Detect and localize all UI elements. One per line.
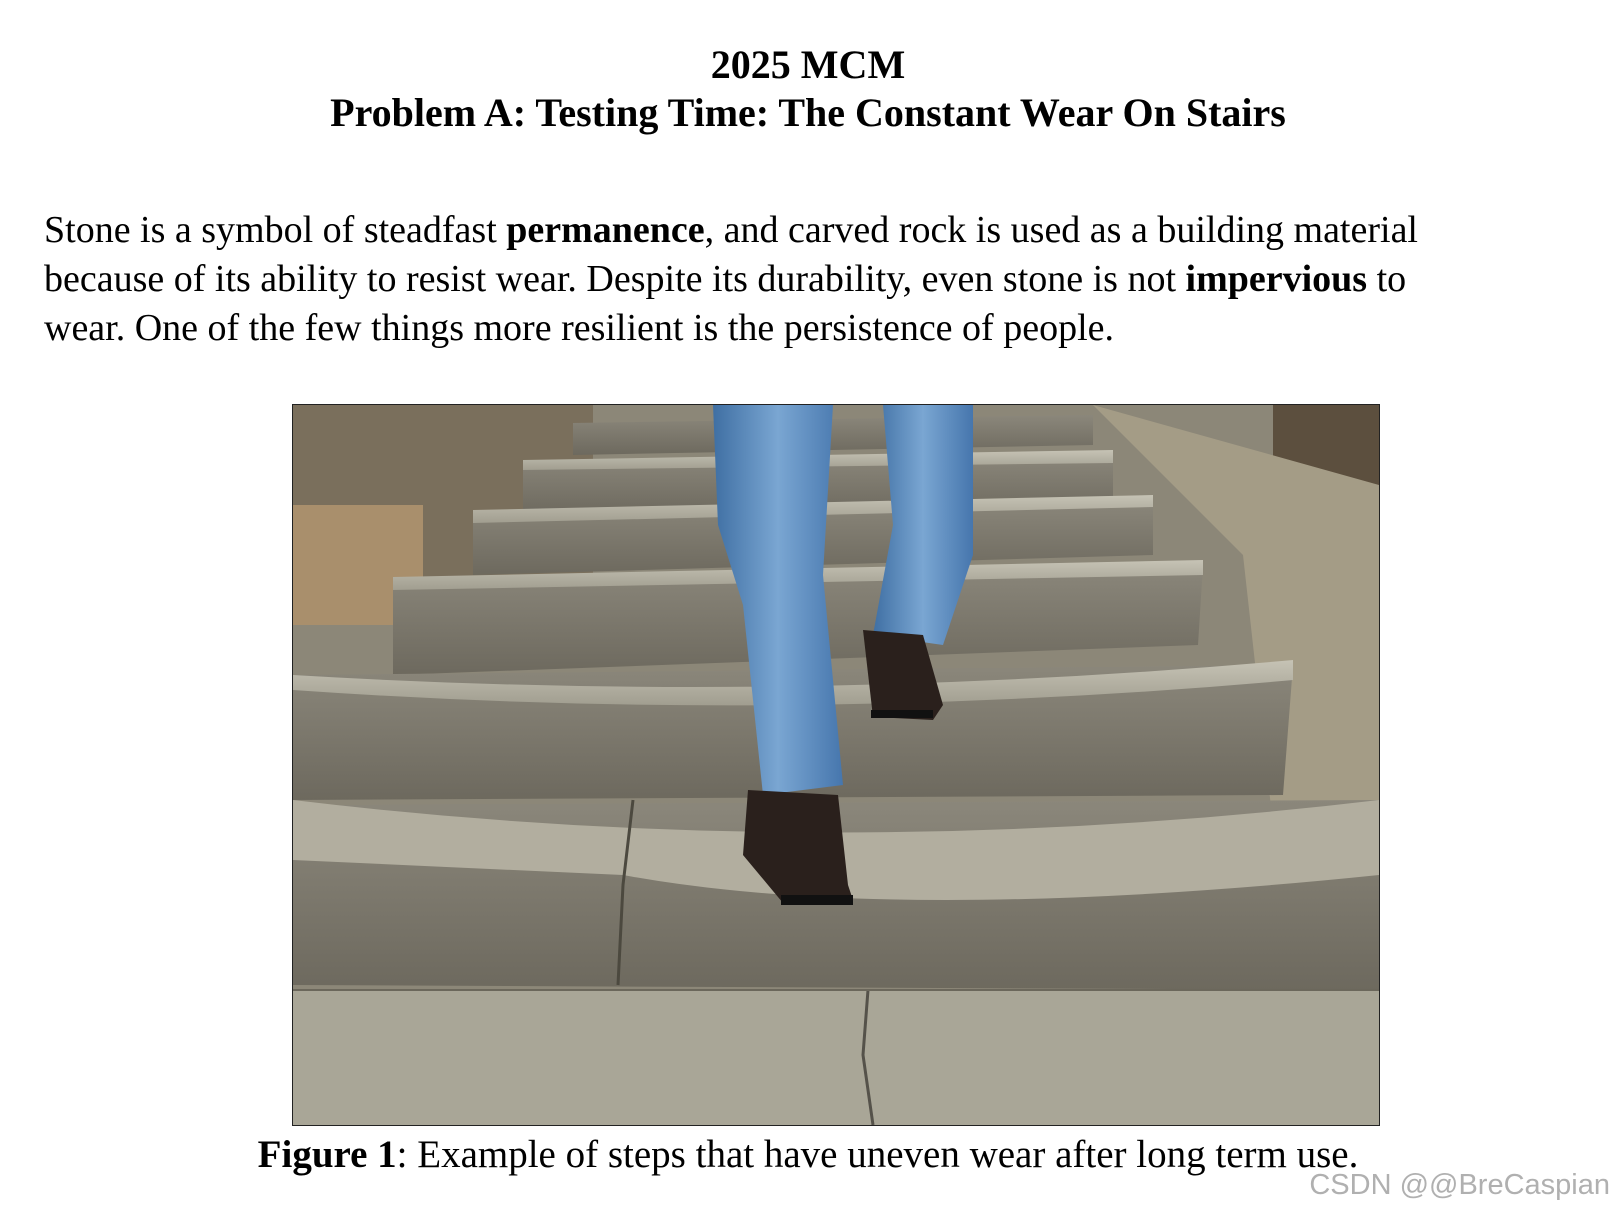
intro-text: , and carved rock is used as a building material	[704, 209, 1418, 251]
problem-title: Problem A: Testing Time: The Constant Wear On Stairs	[330, 90, 1286, 135]
caption-text: : Example of steps that have uneven wear after long term use.	[396, 1133, 1359, 1176]
figure-1-photo	[292, 404, 1380, 1126]
watermark: CSDN @@BreCaspian	[1309, 1169, 1610, 1201]
intro-text: because of its ability to resist wear. Despite its durability, even stone is not	[44, 258, 1186, 300]
intro-line-1	[44, 206, 1584, 255]
emphasis-permanence: permanence	[506, 209, 705, 251]
page-title: 2025 MCM	[710, 42, 906, 87]
intro-paragraph	[44, 206, 1584, 353]
intro-line-2	[44, 255, 1584, 304]
intro-text: to	[1367, 258, 1407, 300]
emphasis-impervious: impervious	[1185, 258, 1368, 300]
intro-text: Stone is a symbol of steadfast	[44, 209, 507, 251]
intro-line-3: wear. One of the few things more resilient is the persistence of people.	[44, 307, 1114, 349]
worn-stairs-photo	[293, 405, 1379, 1125]
caption-label: Figure 1	[257, 1133, 397, 1176]
